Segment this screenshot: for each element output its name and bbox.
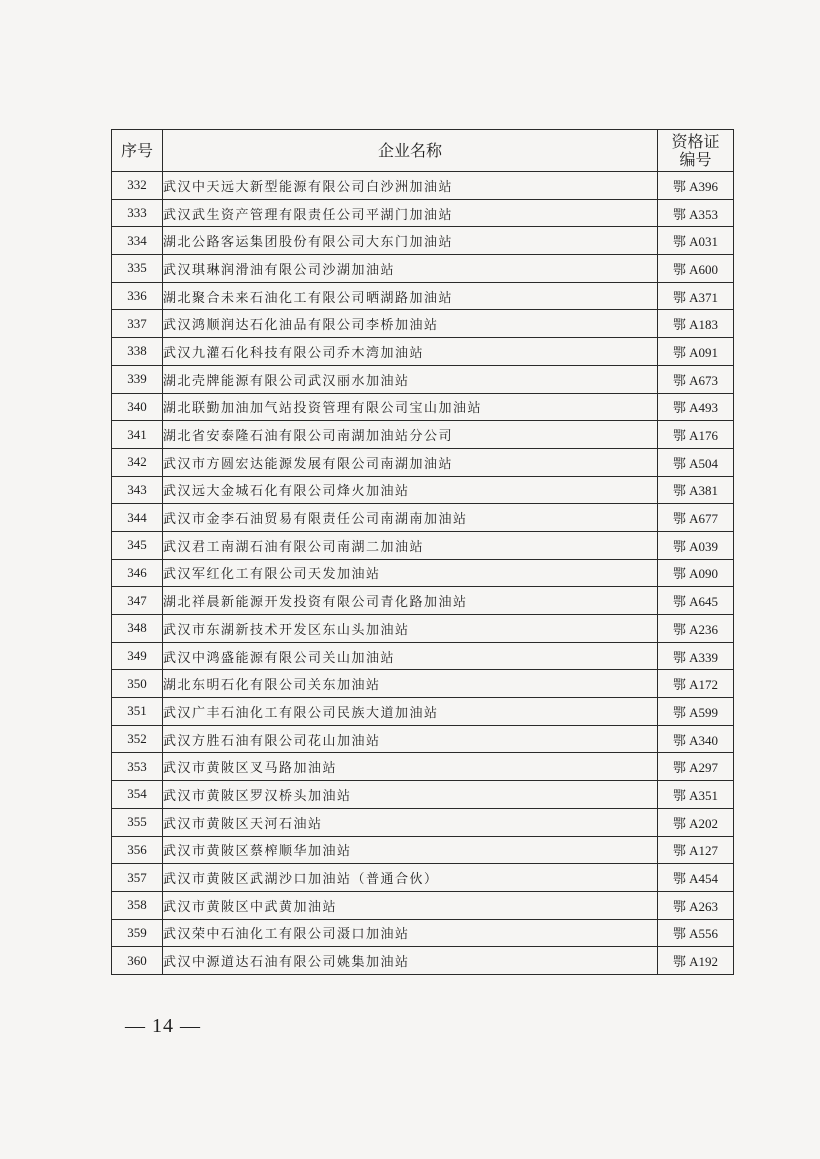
table-row [112,559,734,587]
company-name-cell: 武汉远大金城石化有限公司烽火加油站 [163,476,658,504]
certificate-number-cell: 鄂 A039 [658,531,734,559]
company-name-cell: 武汉市黄陂区叉马路加油站 [163,753,658,781]
header-serial-number: 序号 [112,130,163,172]
table-row [112,393,734,421]
serial-number-cell: 339 [112,365,163,393]
serial-number-cell: 335 [112,255,163,283]
certificate-number-cell: 鄂 A202 [658,808,734,836]
certificate-number-cell: 鄂 A454 [658,864,734,892]
company-name-cell: 湖北聚合未来石油化工有限公司晒湖路加油站 [163,282,658,310]
serial-number-cell: 337 [112,310,163,338]
serial-number-cell: 359 [112,919,163,947]
table-row [112,725,734,753]
company-name-cell: 武汉广丰石油化工有限公司民族大道加油站 [163,698,658,726]
table-row [112,531,734,559]
serial-number-cell: 333 [112,199,163,227]
company-name-cell: 武汉市金李石油贸易有限责任公司南湖南加油站 [163,504,658,532]
table-row [112,476,734,504]
company-name-cell: 武汉中源道达石油有限公司姚集加油站 [163,947,658,975]
table-row [112,448,734,476]
company-name-cell: 武汉军红化工有限公司天发加油站 [163,559,658,587]
company-name-cell: 武汉市黄陂区天河石油站 [163,808,658,836]
table-row [112,504,734,532]
serial-number-cell: 336 [112,282,163,310]
serial-number-cell: 352 [112,725,163,753]
serial-number-cell: 349 [112,642,163,670]
company-name-cell: 湖北公路客运集团股份有限公司大东门加油站 [163,227,658,255]
certificate-number-cell: 鄂 A340 [658,725,734,753]
serial-number-cell: 351 [112,698,163,726]
company-name-cell: 武汉琪琳润滑油有限公司沙湖加油站 [163,255,658,283]
table-row [112,808,734,836]
company-name-cell: 武汉鸿顺润达石化油品有限公司李桥加油站 [163,310,658,338]
table-row [112,891,734,919]
certificate-number-cell: 鄂 A504 [658,448,734,476]
serial-number-cell: 360 [112,947,163,975]
serial-number-cell: 343 [112,476,163,504]
certificate-number-cell: 鄂 A192 [658,947,734,975]
certificate-number-cell: 鄂 A090 [658,559,734,587]
company-name-cell: 湖北联勤加油加气站投资管理有限公司宝山加油站 [163,393,658,421]
certificate-number-cell: 鄂 A127 [658,836,734,864]
certificate-number-cell: 鄂 A297 [658,753,734,781]
certificate-number-cell: 鄂 A371 [658,282,734,310]
table-row [112,836,734,864]
table-row [112,642,734,670]
table-row [112,781,734,809]
company-name-cell: 湖北东明石化有限公司关东加油站 [163,670,658,698]
header-certificate-line2: 编号 [679,149,712,169]
company-name-cell: 武汉九灌石化科技有限公司乔木湾加油站 [163,338,658,366]
table-row [112,310,734,338]
certificate-number-cell: 鄂 A381 [658,476,734,504]
company-name-cell: 武汉市黄陂区中武黄加油站 [163,891,658,919]
company-name-cell: 武汉市东湖新技术开发区东山头加油站 [163,615,658,643]
header-certificate-number [658,130,734,172]
certificate-number-cell: 鄂 A353 [658,199,734,227]
certificate-number-cell: 鄂 A600 [658,255,734,283]
serial-number-cell: 342 [112,448,163,476]
certificate-number-cell: 鄂 A351 [658,781,734,809]
serial-number-cell: 344 [112,504,163,532]
company-name-cell: 武汉市黄陂区武湖沙口加油站（普通合伙） [163,864,658,892]
header-company-name: 企业名称 [163,130,658,172]
table-row [112,172,734,200]
company-name-cell: 武汉中鸿盛能源有限公司关山加油站 [163,642,658,670]
certificate-number-cell: 鄂 A645 [658,587,734,615]
company-name-cell: 武汉市黄陂区罗汉桥头加油站 [163,781,658,809]
table-row [112,199,734,227]
certificate-number-cell: 鄂 A236 [658,615,734,643]
serial-number-cell: 350 [112,670,163,698]
table-row [112,421,734,449]
company-name-cell: 湖北壳牌能源有限公司武汉丽水加油站 [163,365,658,393]
header-certificate-line1: 资格证 [671,131,720,151]
table-row [112,227,734,255]
certificate-number-cell: 鄂 A176 [658,421,734,449]
table-header-row [112,130,734,172]
certificate-number-cell: 鄂 A556 [658,919,734,947]
company-name-cell: 武汉荣中石油化工有限公司滠口加油站 [163,919,658,947]
serial-number-cell: 340 [112,393,163,421]
company-name-cell: 武汉方胜石油有限公司花山加油站 [163,725,658,753]
serial-number-cell: 347 [112,587,163,615]
company-name-cell: 武汉市方圆宏达能源发展有限公司南湖加油站 [163,448,658,476]
certificate-number-cell: 鄂 A493 [658,393,734,421]
certificate-number-cell: 鄂 A673 [658,365,734,393]
certificate-number-cell: 鄂 A396 [658,172,734,200]
serial-number-cell: 345 [112,531,163,559]
table-row [112,670,734,698]
serial-number-cell: 338 [112,338,163,366]
certificate-number-cell: 鄂 A339 [658,642,734,670]
company-name-cell: 武汉中天远大新型能源有限公司白沙洲加油站 [163,172,658,200]
company-name-cell: 武汉君工南湖石油有限公司南湖二加油站 [163,531,658,559]
serial-number-cell: 332 [112,172,163,200]
table-row [112,338,734,366]
serial-number-cell: 357 [112,864,163,892]
serial-number-cell: 348 [112,615,163,643]
certificate-number-cell: 鄂 A172 [658,670,734,698]
serial-number-cell: 346 [112,559,163,587]
certificate-number-cell: 鄂 A677 [658,504,734,532]
company-name-cell: 武汉武生资产管理有限责任公司平湖门加油站 [163,199,658,227]
table-row [112,698,734,726]
certificate-number-cell: 鄂 A183 [658,310,734,338]
table-row [112,919,734,947]
serial-number-cell: 334 [112,227,163,255]
serial-number-cell: 353 [112,753,163,781]
table-row [112,753,734,781]
serial-number-cell: 355 [112,808,163,836]
serial-number-cell: 341 [112,421,163,449]
table-row [112,282,734,310]
certificate-number-cell: 鄂 A599 [658,698,734,726]
table-body [112,172,734,975]
company-name-cell: 武汉市黄陂区蔡榨顺华加油站 [163,836,658,864]
page-number: — 14 — [125,1015,201,1037]
table-row [112,255,734,283]
serial-number-cell: 354 [112,781,163,809]
table-row [112,587,734,615]
certificate-number-cell: 鄂 A031 [658,227,734,255]
serial-number-cell: 358 [112,891,163,919]
serial-number-cell: 356 [112,836,163,864]
company-name-cell: 湖北省安泰隆石油有限公司南湖加油站分公司 [163,421,658,449]
certificate-number-cell: 鄂 A263 [658,891,734,919]
certificate-number-cell: 鄂 A091 [658,338,734,366]
gas-station-table [111,129,734,975]
table-row [112,864,734,892]
table-row [112,615,734,643]
table-row [112,947,734,975]
company-name-cell: 湖北祥晨新能源开发投资有限公司青化路加油站 [163,587,658,615]
table-row [112,365,734,393]
